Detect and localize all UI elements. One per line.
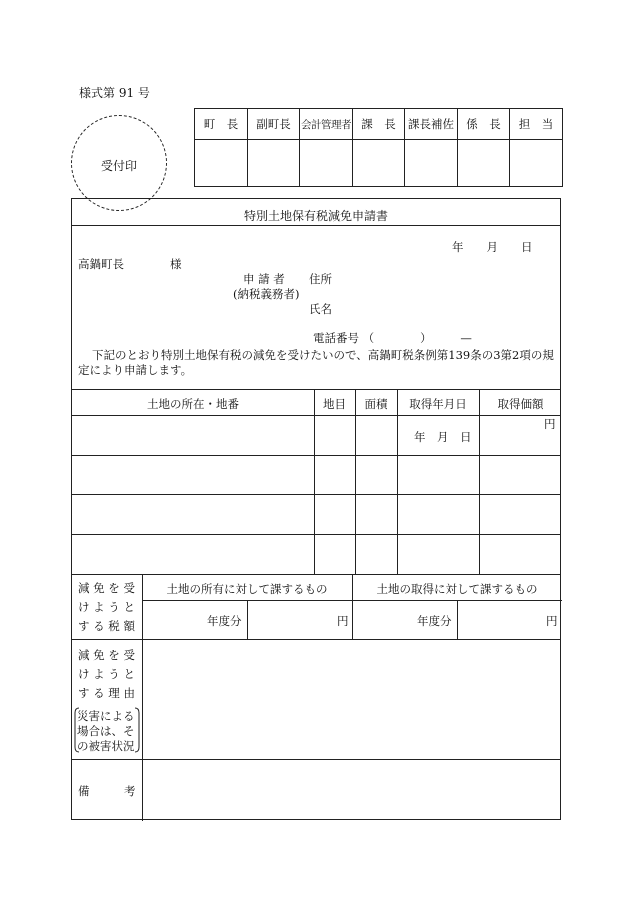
body-text-line-2: 定により申請します。 bbox=[78, 363, 193, 377]
address-label: 住所 bbox=[309, 272, 332, 286]
header-acquisition-price: 取得価額 bbox=[497, 397, 544, 411]
reason-label-line-2: け よ う と bbox=[78, 667, 135, 681]
divider bbox=[479, 389, 480, 574]
approval-header-subsection-chief: 係 長 bbox=[458, 109, 510, 140]
approval-cell[interactable] bbox=[458, 140, 510, 187]
acquisition-date-placeholder[interactable]: 年 月 日 bbox=[414, 430, 472, 444]
divider bbox=[72, 225, 560, 226]
form-number: 様式第 91 号 bbox=[79, 86, 150, 100]
date-field[interactable]: 年 月 日 bbox=[452, 240, 533, 254]
approval-cell[interactable] bbox=[195, 140, 248, 187]
approval-header-assistant-chief: 課長補佐 bbox=[405, 109, 458, 140]
approval-header-section-chief: 課 長 bbox=[353, 109, 405, 140]
acquisition-fiscal-year-label[interactable]: 年度分 bbox=[417, 614, 452, 628]
header-area: 面積 bbox=[364, 397, 388, 411]
application-form bbox=[71, 198, 561, 820]
divider bbox=[355, 389, 356, 574]
divider bbox=[397, 389, 398, 574]
name-label: 氏名 bbox=[309, 302, 332, 316]
approval-cell[interactable] bbox=[248, 140, 300, 187]
approval-cell[interactable] bbox=[353, 140, 405, 187]
divider bbox=[72, 494, 560, 495]
divider bbox=[72, 455, 560, 456]
form-title: 特別土地保有税減免申請書 bbox=[243, 209, 388, 223]
tax-amount-label-line-1: 減 免 を 受 bbox=[78, 581, 135, 595]
tax-amount-label-line-3: す る 税 額 bbox=[78, 619, 135, 633]
approval-cell[interactable] bbox=[405, 140, 458, 187]
divider bbox=[72, 389, 560, 390]
header-acquisition-date: 取得年月日 bbox=[409, 397, 467, 411]
remarks-label: 備 考 bbox=[78, 784, 136, 798]
approval-header-deputy-mayor: 副町長 bbox=[248, 109, 300, 140]
damage-note-line-3: の被害状況 bbox=[77, 739, 135, 753]
damage-note-line-2: 場合は、そ bbox=[77, 724, 135, 738]
divider bbox=[72, 639, 560, 640]
divider bbox=[72, 415, 560, 416]
approval-cell[interactable] bbox=[510, 140, 563, 187]
divider bbox=[72, 534, 560, 535]
divider bbox=[247, 600, 248, 639]
divider bbox=[72, 574, 560, 575]
divider bbox=[142, 574, 143, 821]
reason-label-line-1: 減 免 を 受 bbox=[78, 648, 135, 662]
approval-header-accounting: 会計管理者 bbox=[300, 109, 353, 140]
divider bbox=[72, 759, 560, 760]
taxpayer-label: (納税義務者) bbox=[233, 287, 300, 301]
header-tax-on-ownership: 土地の所有に対して課するもの bbox=[166, 582, 328, 596]
approval-cell[interactable] bbox=[300, 140, 353, 187]
approval-header-mayor: 町 長 bbox=[195, 109, 248, 140]
reception-stamp-label: 受付印 bbox=[100, 159, 137, 173]
body-text-line-1: 下記のとおり特別土地保有税の減免を受けたいので、高鍋町税条例第139条の3第2項の規 bbox=[92, 348, 554, 362]
ownership-yen-mark: 円 bbox=[337, 614, 349, 628]
divider bbox=[457, 600, 458, 639]
ownership-fiscal-year-label[interactable]: 年度分 bbox=[207, 614, 242, 628]
approval-header-staff: 担 当 bbox=[510, 109, 563, 140]
phone-field[interactable]: 電話番号 （ ） — bbox=[313, 331, 472, 345]
reason-label-line-3: す る 理 由 bbox=[78, 686, 135, 700]
tax-amount-label-line-2: け よ う と bbox=[78, 600, 135, 614]
approval-table bbox=[194, 108, 563, 187]
divider bbox=[314, 389, 315, 574]
header-land-location: 土地の所在・地番 bbox=[147, 397, 239, 411]
damage-note-line-1: 災害による bbox=[77, 709, 135, 723]
applicant-label: 申 請 者 bbox=[243, 272, 285, 286]
acquisition-price-yen: 円 bbox=[544, 417, 556, 431]
header-land-category: 地目 bbox=[323, 397, 346, 411]
acquisition-yen-mark: 円 bbox=[546, 614, 558, 628]
addressee: 高鍋町長 様 bbox=[78, 257, 182, 271]
header-tax-on-acquisition: 土地の取得に対して課するもの bbox=[376, 582, 538, 596]
